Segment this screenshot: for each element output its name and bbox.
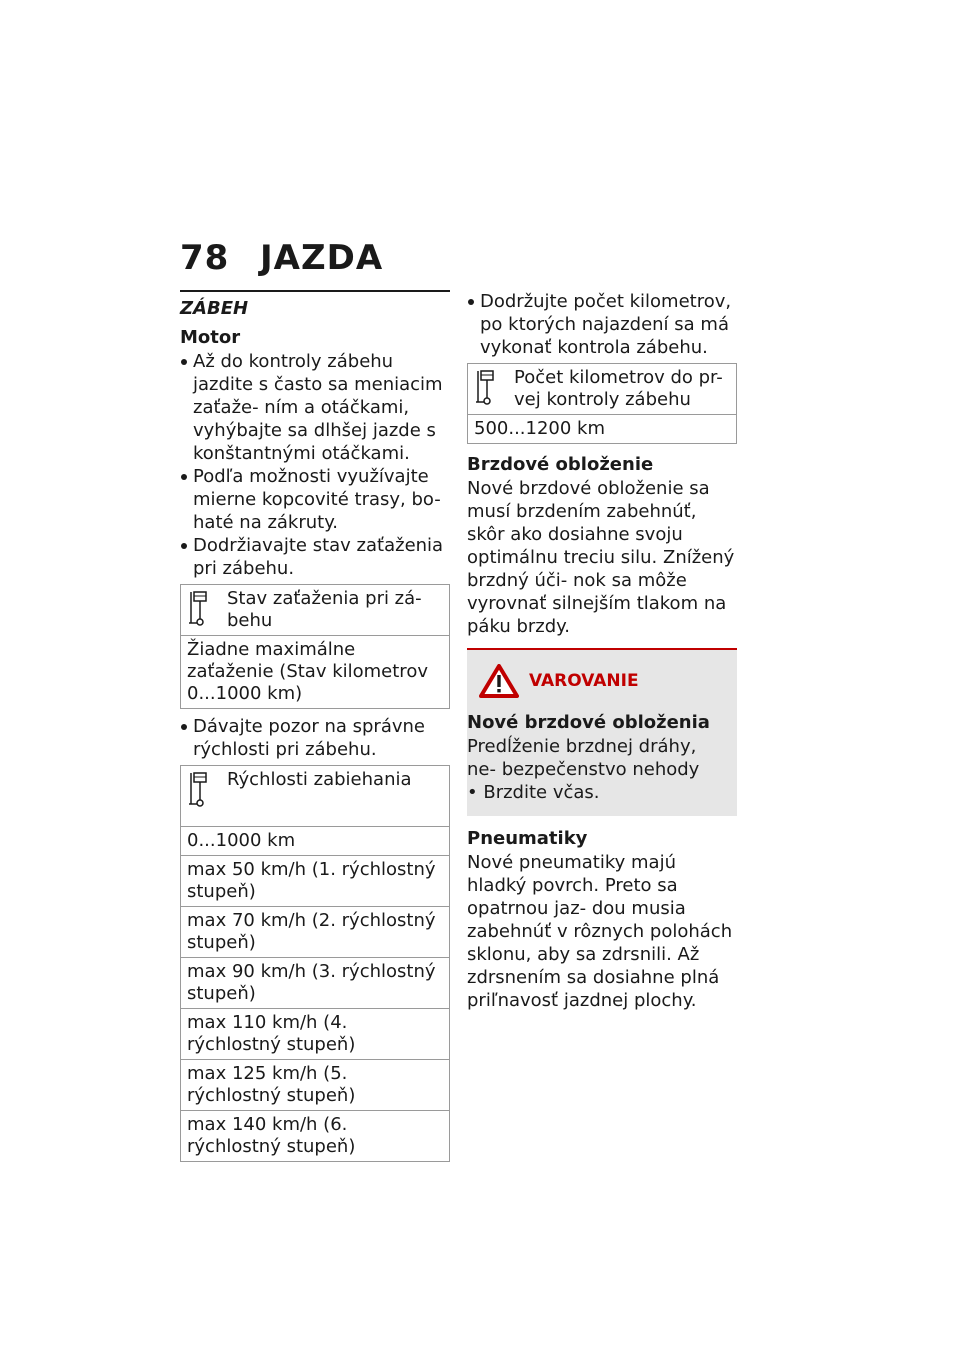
- engine-piston-icon: [189, 591, 219, 629]
- right-column: [467, 290, 737, 1016]
- table-row: max 50 km/h (1. rýchlostný stupeň): [181, 856, 450, 907]
- motor-bullet-list: [180, 350, 450, 580]
- warning-header: [479, 664, 729, 698]
- break-in-speeds-table: [180, 765, 450, 1162]
- section-rule: [180, 290, 450, 292]
- table-header: Počet kilometrov do pr- vej kontroly zábehu: [510, 364, 737, 415]
- first-inspection-table: [467, 363, 737, 444]
- table-row: max 110 km/h (4. rýchlostný stupeň): [181, 1009, 450, 1060]
- warning-triangle-icon: [479, 664, 519, 698]
- table-header: Stav zaťaženia pri zá- behu: [223, 585, 450, 636]
- table-row: max 70 km/h (2. rýchlostný stupeň): [181, 907, 450, 958]
- speed-bullet-list: [180, 715, 450, 761]
- list-item: Dávajte pozor na správne rýchlosti pri zábehu.: [180, 715, 450, 761]
- table-icon-cell: [181, 585, 224, 636]
- engine-piston-icon: [476, 370, 506, 408]
- table-row: Žiadne maximálne zaťaženie (Stav kilometrov 0...1000 km): [181, 636, 450, 709]
- table-header: Rýchlosti zabiehania: [223, 766, 450, 827]
- list-item: Dodržiavajte stav zaťaženia pri zábehu.: [180, 534, 450, 580]
- page-number: 78: [180, 238, 230, 278]
- motor-heading: Motor: [180, 327, 241, 348]
- table-row: max 140 km/h (6. rýchlostný stupeň): [181, 1111, 450, 1162]
- warning-heading: Nové brzdové obloženia: [467, 712, 710, 733]
- mileage-bullet-list: [467, 290, 737, 359]
- table-icon-cell: [468, 364, 511, 415]
- load-state-table: [180, 584, 450, 709]
- brakes-text: Nové brzdové obloženie sa musí brzdením zabehnúť, skôr ako dosiahne svoju optimálnu treciu silu. Znížený brzdný úči- nok sa môže vyrovnať silnejším tlakom na páku brzdy.: [467, 478, 735, 637]
- page-header: [180, 238, 383, 278]
- tyres-heading: Pneumatiky: [467, 828, 588, 849]
- section-title: ZÁBEH: [180, 298, 249, 319]
- list-item: Až do kontroly zábehu jazdite s často sa meniacim zaťaže- ním a otáčkami, vyhýbajte sa dlhšej jazde s konštantnými otáčkami.: [180, 350, 450, 465]
- chapter-title: JAZDA: [260, 238, 384, 278]
- list-item: Podľa možnosti využívajte mierne kopcovité trasy, bo- haté na zákruty.: [180, 465, 450, 534]
- tyres-text: Nové pneumatiky majú hladký povrch. Preto sa opatrnou jaz- dou musia zabehnúť v rôznych polohách sklonu, aby sa zdrsnili. Až zdrsnením sa dosiahne plná priľnavosť jazdnej plochy.: [467, 852, 733, 1011]
- warning-label: VAROVANIE: [529, 671, 639, 691]
- table-row: max 90 km/h (3. rýchlostný stupeň): [181, 958, 450, 1009]
- left-column: [180, 290, 450, 1168]
- warning-box: [467, 648, 737, 816]
- table-row: 500...1200 km: [468, 415, 737, 444]
- warning-action: • Brzdite včas.: [467, 782, 600, 803]
- warning-text: Predĺženie brzdnej dráhy, ne- bezpečenstvo nehody: [467, 736, 700, 780]
- table-row: max 125 km/h (5. rýchlostný stupeň): [181, 1060, 450, 1111]
- list-item: Dodržujte počet kilometrov, po ktorých najazdení sa má vykonať kontrola zábehu.: [467, 290, 737, 359]
- engine-piston-icon: [189, 772, 219, 810]
- table-row: 0...1000 km: [181, 827, 450, 856]
- brakes-heading: Brzdové obloženie: [467, 454, 654, 475]
- table-icon-cell: [181, 766, 224, 827]
